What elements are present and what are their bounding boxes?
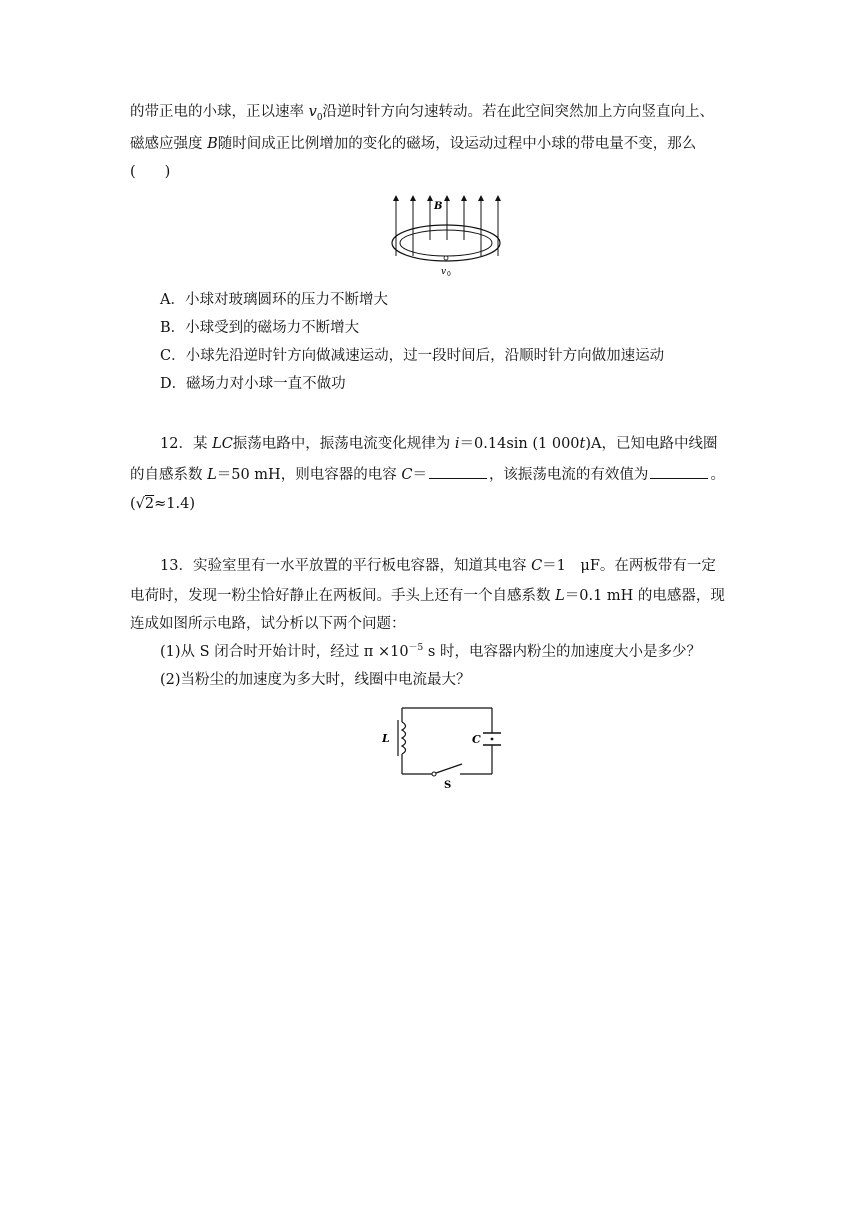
glass-ring-inner <box>400 230 492 256</box>
q13-line-1 <box>160 556 716 576</box>
velocity-label: v <box>441 267 447 277</box>
switch-blade <box>436 764 462 773</box>
q12-text: )A，已知电路中线圈 <box>585 436 718 452</box>
q12-hint-paren: ( <box>130 496 136 512</box>
answer-blank-effective-current[interactable] <box>650 464 708 479</box>
charged-ball <box>444 256 448 260</box>
sqrt-sign: √ <box>135 496 145 512</box>
inductor-coil <box>402 722 406 754</box>
q13-line-2 <box>130 586 725 606</box>
option-c: C．小球先沿逆时针方向做减速运动，过一段时间后，沿顺时针方向做加速运动 <box>160 348 665 364</box>
q12-text: 12．某 <box>160 436 213 452</box>
switch-contact <box>432 772 436 776</box>
q12-text: 的自感系数 <box>130 467 208 483</box>
q13-capacitance-symbol: C <box>531 558 543 574</box>
switch-label: S <box>444 780 452 791</box>
lc-circuit-figure <box>380 702 505 792</box>
velocity-label-subscript: 0 <box>447 271 451 278</box>
q12-line-2 <box>130 464 725 485</box>
q12-text: ，该振荡电流的有效值为 <box>488 467 649 483</box>
q13-text: ＝1 μF。在两板带有一定 <box>542 558 716 574</box>
q12-hint <box>130 494 195 514</box>
q12-current-symbol: i <box>454 436 460 452</box>
q11-answer-paren: ( ) <box>130 164 171 180</box>
q13-text: s 时，电容器内粉尘的加速度大小是多少？ <box>423 644 701 660</box>
sqrt-radicand: 2 <box>144 496 155 512</box>
q12-lc-symbol: LC <box>212 436 233 452</box>
q12-text: ＝50 mH，则电容器的电容 <box>216 467 402 483</box>
q11-text: 磁感应强度 <box>130 136 208 152</box>
q12-time-symbol: t <box>579 436 586 452</box>
field-lines <box>396 198 498 256</box>
q12-hint-rest: ≈1.4) <box>154 496 196 512</box>
exponent: －5 <box>408 643 424 654</box>
q11-text: 随时间成正比例增加的变化的磁场，设运动过程中小球的带电量不变，那么 <box>217 136 697 152</box>
q13-text: 13．实验室里有一水平放置的平行板电容器，知道其电容 <box>160 558 532 574</box>
q12-line-1 <box>160 434 718 454</box>
q11-velocity-subscript: 0 <box>316 112 323 123</box>
q13-subquestion-2: (2)当粉尘的加速度为多大时，线圈中电流最大？ <box>160 672 471 688</box>
q11-line-1 <box>130 102 714 122</box>
q13-line-3: 连成如图所示电路，试分析以下两个问题： <box>130 616 406 632</box>
q12-text: 振荡电路中，振荡电流变化规律为 <box>232 436 455 452</box>
q11-field-symbol: B <box>207 136 218 152</box>
q13-text: ＝0.1 mH 的电感器，现 <box>564 588 725 604</box>
capacitor-label: C <box>472 733 481 746</box>
option-a: A．小球对玻璃圆环的压力不断增大 <box>160 292 388 308</box>
q12-text: ＝0.14sin (1 000 <box>459 436 580 452</box>
q12-capacitance-symbol: C <box>401 467 413 483</box>
answer-blank-capacitance[interactable] <box>429 464 487 479</box>
q11-line-2 <box>130 134 696 154</box>
q12-text: 。 <box>710 467 725 483</box>
q13-text: 电荷时，发现一粉尘恰好静止在两板间。手头上还有一个自感系数 <box>130 588 556 604</box>
q12-inductance-symbol: L <box>207 467 217 483</box>
option-d: D．磁场力对小球一直不做功 <box>160 376 346 392</box>
q12-text: ＝ <box>412 467 427 483</box>
inductor-label: L <box>382 732 390 745</box>
q11-text: 沿逆时针方向匀速转动。若在此空间突然加上方向竖直向上、 <box>322 104 715 120</box>
option-b: B．小球受到的磁场力不断增大 <box>160 320 360 336</box>
q11-velocity-symbol: v <box>308 104 317 120</box>
q13-text: (1)从 S 闭合时开始计时，经过 π ×10 <box>160 644 409 660</box>
q13-inductance-symbol: L <box>555 588 565 604</box>
ring-magnetic-field-figure <box>384 190 508 282</box>
field-label: B <box>434 201 443 212</box>
q11-text: 的带正电的小球，正以速率 <box>130 104 309 120</box>
q13-subquestion-1 <box>160 642 701 662</box>
dust-particle <box>491 738 494 741</box>
